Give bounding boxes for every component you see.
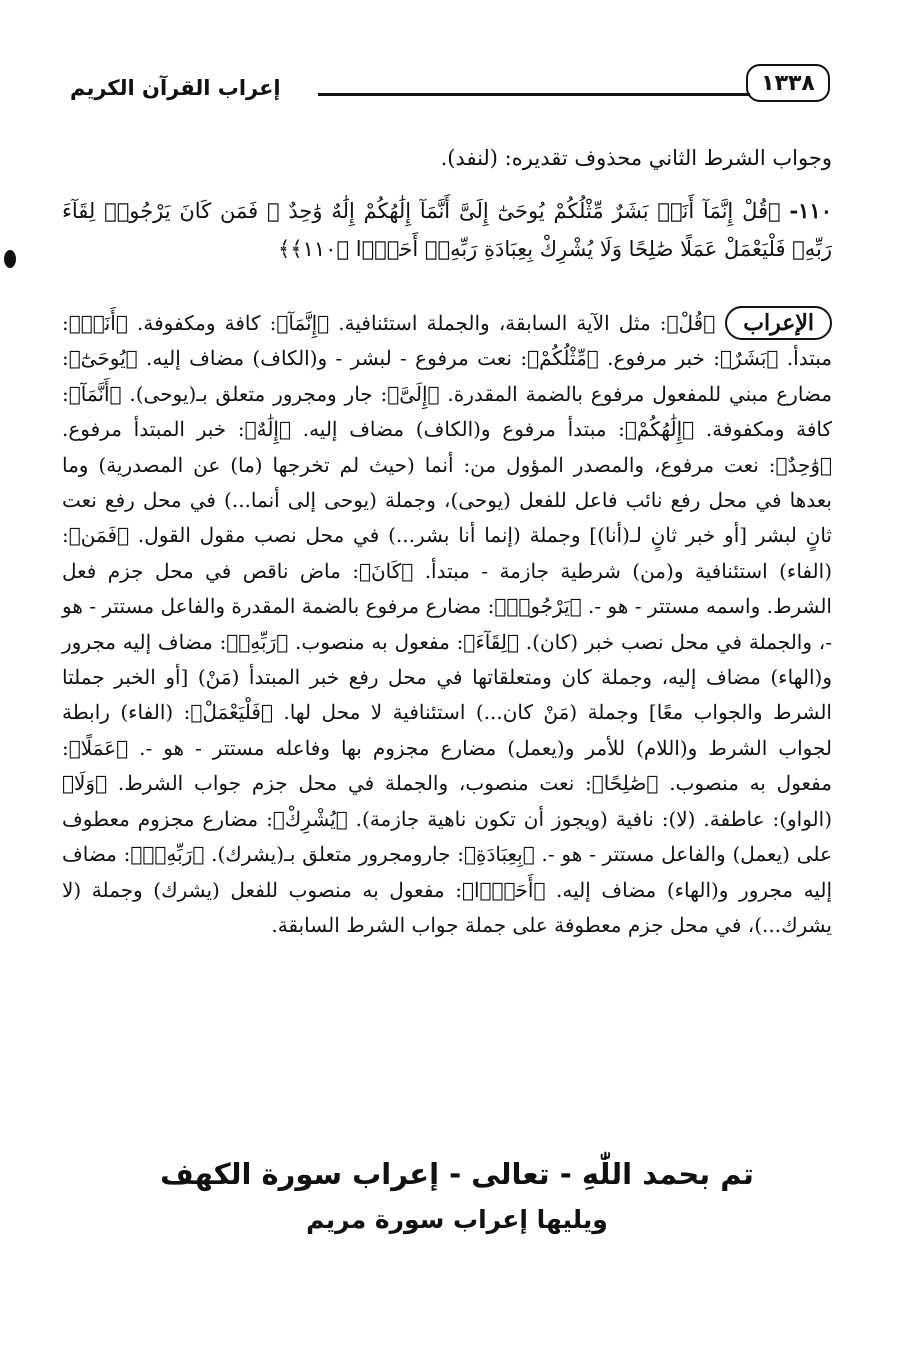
verse-number: ١١٠- — [789, 198, 832, 223]
margin-mark — [4, 250, 16, 268]
grammar-analysis — [62, 306, 832, 943]
page-header — [60, 58, 840, 108]
analysis-text: ﴿قُلْ﴾: مثل الآية السابقة، والجملة استئنافية. ﴿إِنَّمَآ﴾: كافة ومكفوفة. ﴿أَنَا۠﴾: مبتدأ. ﴿بَشَرٌ﴾: خبر مرفوع. ﴿مِّثْلُكُمْ﴾: نعت مرفوع - لبشر - و(الكاف) مضاف إليه. ﴿يُوحَىٰٓ﴾: مضارع مبني للمفعول مرفوع بالضمة المقدرة. ﴿إِلَىَّ﴾: جار ومجرور متعلق بـ(يوحى). ﴿أَنَّمَآ﴾: كافة ومكفوفة. ﴿إِلَٰهُكُمْ﴾: مبتدأ مرفوع و(الكاف) مضاف إليه. ﴿إِلَٰهٌ﴾: خبر المبتدأ مرفوع. ﴿وَٰحِدٌ﴾: نعت مرفوع، والمصدر المؤول من: أنما (حيث لم تخرجها (ما) عن المصدرية) وما بعدها في محل رفع نائب فاعل للفعل (يوحى)، وجملة (يوحى إلى أنما...) في محل رفع نعت ثانٍ لبشر [أو خبر ثانٍ لـ(أنا)] وجملة (إنما أنا بشر...) في محل نصب مقول القول. ﴿فَمَن﴾: (الفاء) استئنافية و(من) شرطية جازمة - مبتدأ. ﴿كَانَ﴾: ماض ناقص في محل جزم فعل الشرط. واسمه مستتر - هو -. ﴿يَرْجُوا۟﴾: مضارع مرفوع بالضمة المقدرة والفاعل مستتر - هو -، والجملة في محل نصب خبر (كان). ﴿لِقَآءَ﴾: مفعول به منصوب. ﴿رَبِّهِۦ﴾: مضاف إليه مجرور و(الهاء) مضاف إليه، وجملة كان ومتعلقاتها في محل رفع خبر المبتدأ (مَنْ) [أو الخبر جملتا الشرط والجواب معًا] وجملة (مَنْ كان...) استئنافية لا محل لها. ﴿فَلْيَعْمَلْ﴾: (الفاء) رابطة لجواب الشرط و(اللام) للأمر و(يعمل) مضارع مجزوم بها وفاعله مستتر - هو -. ﴿عَمَلًا﴾: مفعول به منصوب. ﴿صَٰلِحًا﴾: نعت منصوب، والجملة في محل جزم جواب الشرط. ﴿وَلَا﴾ (الواو): عاطفة. (لا): نافية (ويجوز أن تكون ناهية جازمة). ﴿يُشْرِكْ﴾: مضارع مجزوم معطوف على (يعمل) والفاعل مستتر - هو -. ﴿بِعِبَادَةِ﴾: جارومجرور متعلق بـ(يشرك). ﴿رَبِّهِۦٓ﴾: مضاف إليه مجرور و(الهاء) مضاف إليه. ﴿أَحَدًۢا﴾: مفعول به منصوب للفعل (يشرك) وجملة (لا يشرك...)، في محل جزم معطوفة على جملة جواب الشرط السابقة. — [62, 311, 832, 937]
header-rule — [318, 93, 750, 96]
page-number: ١٣٣٨ — [746, 64, 830, 102]
intro-paragraph: وجواب الشرط الثاني محذوف تقديره: (لنفد). — [440, 146, 832, 170]
book-title: إعراب القرآن الكريم — [70, 76, 281, 100]
closing-title: تم بحمد اللّٰهِ - تعالى - إعراب سورة الكهف — [160, 1157, 754, 1191]
closing-subtitle: ويليها إعراب سورة مريم — [306, 1205, 608, 1234]
quran-verse — [62, 192, 832, 268]
closing-note — [0, 1150, 914, 1242]
irab-label: الإعراب — [725, 306, 832, 340]
verse-text: ﴿قُلْ إِنَّمَآ أَنَا۠ بَشَرٌ مِّثْلُكُمْ يُوحَىٰٓ إِلَىَّ أَنَّمَآ إِلَٰهُكُمْ إِلَٰهٌ وَٰحِدٌ ۖ فَمَن كَانَ يَرْجُوا۟ لِقَآءَ رَبِّهِۦ فَلْيَعْمَلْ عَمَلًا صَٰلِحًا وَلَا يُشْرِكْ بِعِبَادَةِ رَبِّهِۦٓ أَحَدًۢا ﴿١١٠﴾﴾ — [62, 199, 832, 261]
